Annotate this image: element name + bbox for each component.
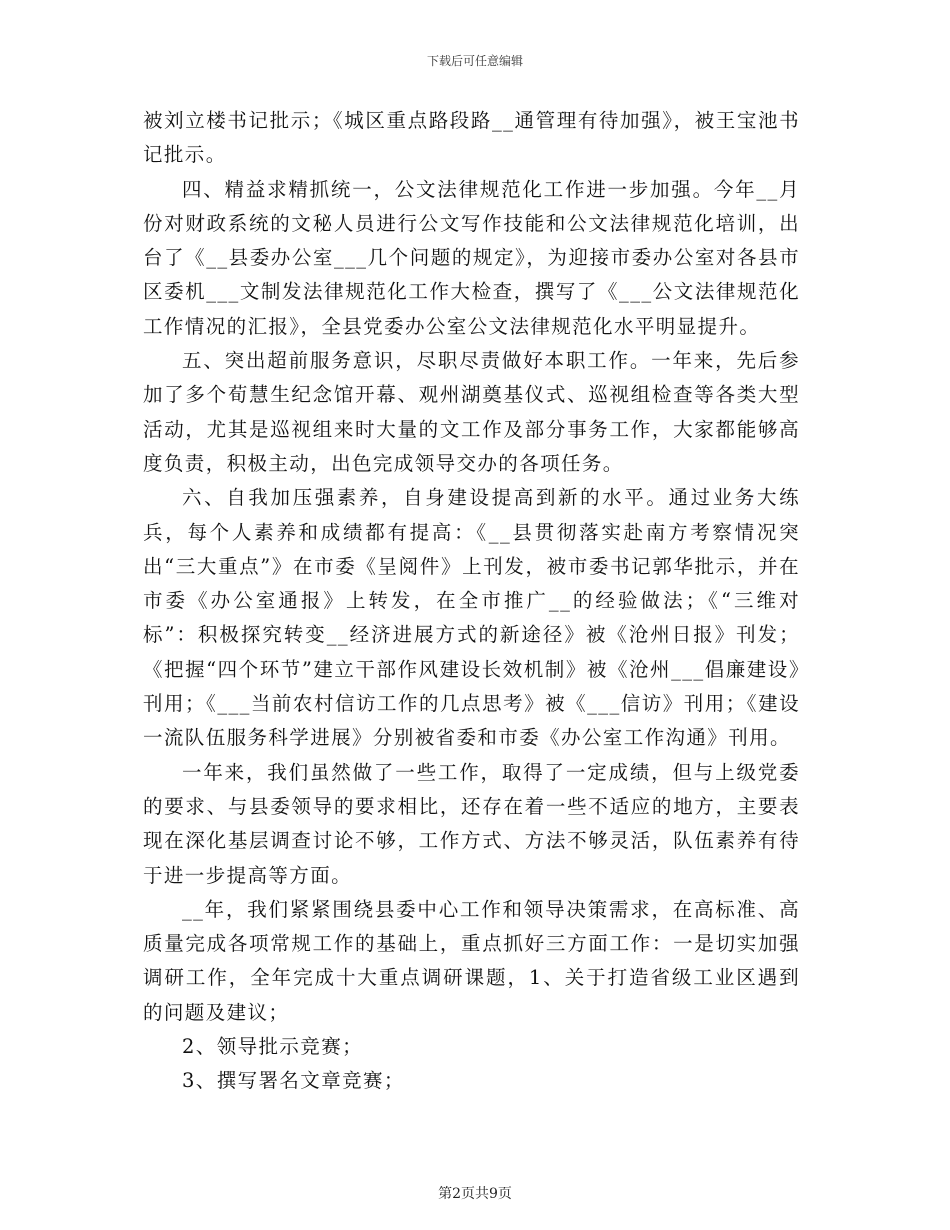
list-item-2: 2、领导批示竞赛； <box>182 1035 364 1059</box>
document-body <box>143 104 800 1099</box>
paragraph-summary: 一年来，我们虽然做了一些工作，取得了一定成绩，但与上级党委的要求、与县委领导的要求相比，还存在着一些不适应的地方，主要表现在深化基层调查讨论不够，工作方式、方法不够灵活，队伍素养有待于进一步提高等方面。 <box>143 760 800 887</box>
page-number: 第2页共9页 <box>438 1186 512 1202</box>
header-note: 下载后可任意编辑 <box>426 54 523 68</box>
paragraph-section-6: 六、自我加压强素养，自身建设提高到新的水平。通过业务大练兵，每个人素养和成绩都有提高：《__县贯彻落实赴南方考察情况突出“三大重点”》在市委《呈阅件》上刊发，被市委书记郭华批示，并在市委《办公室通报》上转发，在全市推广__的经验做法；《“三维对标”：积极探究转变__经济进展方式的新途径》被《沧州日报》刊发；《把握“四个环节”建立干部作风建设长效机制》被《沧州___倡廉建设》刊用；《___当前农村信访工作的几点思考》被《___信访》刊用；《建设一流队伍服务科学进展》分别被省委和市委《办公室工作沟通》刊用。 <box>143 486 800 750</box>
paragraph-section-5: 五、突出超前服务意识，尽职尽责做好本职工作。一年来，先后参加了多个荀慧生纪念馆开幕、观州湖奠基仪式、巡视组检查等各类大型活动，尤其是巡视组来时大量的文工作及部分事务工作，大家都能够高度负责，积极主动，出色完成领导交办的各项任务。 <box>143 349 800 475</box>
paragraph-section-4: 四、精益求精抓统一，公文法律规范化工作进一步加强。今年__月份对财政系统的文秘人员进行公文写作技能和公文法律规范化培训，出台了《__县委办公室___几个问题的规定》，为迎接市委办公室对各县市区委机___文制发法律规范化工作大检查，撰写了《___公文法律规范化工作情况的汇报》，全县党委办公室公文法律规范化水平明显提升。 <box>143 177 800 338</box>
paragraph-plan: __年，我们紧紧围绕县委中心工作和领导决策需求，在高标准、高质量完成各项常规工作的基础上，重点抓好三方面工作：一是切实加强调研工作，全年完成十大重点调研课题，1、关于打造省级工业区遇到的问题及建议； <box>143 897 800 1024</box>
list-item-3: 3、撰写署名文章竞赛； <box>182 1069 405 1093</box>
paragraph-continuation: 被刘立楼书记批示；《城区重点路段路__通管理有待加强》，被王宝池书记批示。 <box>143 109 800 167</box>
